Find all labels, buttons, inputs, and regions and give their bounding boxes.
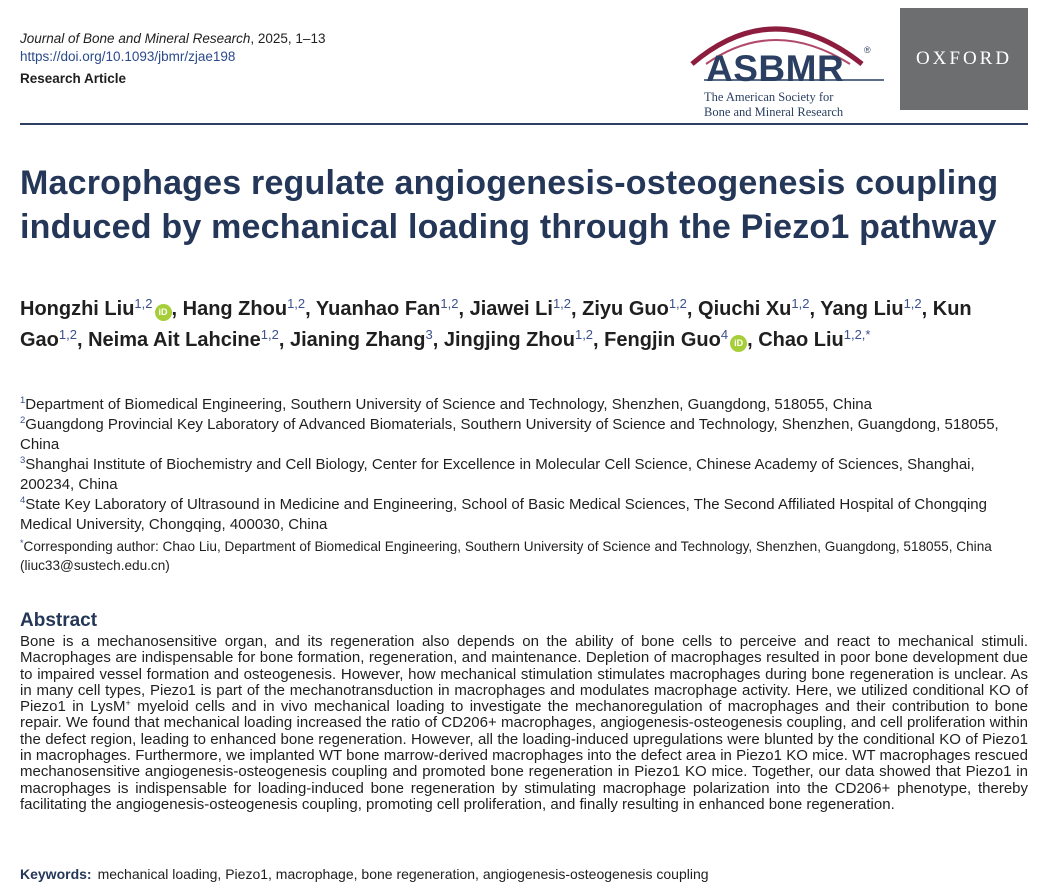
corresponding-author: [20, 537, 1030, 575]
affiliation-text: State Key Laboratory of Ultrasound in Medicine and Engineering, School of Basic Medical Sciences, The Second Affiliated Hospital of Chongqing Medical University, Chongqing, 400030, China: [20, 496, 987, 533]
article-title: Macrophages regulate angiogenesis-osteogenesis coupling induced by mechanical loading through the Piezo1 pathway: [20, 164, 999, 246]
affiliation-number: 3: [20, 455, 26, 466]
affiliation-item: [20, 495, 1030, 535]
affiliation-item: [20, 395, 1030, 415]
abstract-text-part-1: Bone is a mechanosensitive organ, and its regeneration also depends on the ability of bone cells to perceive and react to mechanical stimuli. Macrophages are indispensable for bone formation, regeneration, and maintenance. Depletion of macrophages resulted in poor bone development due to impaired vessel formation and osteogenesis. However, how mechanical stimulation stimulates macrophages during bone regeneration is unclear. As in many cell types, Piezo1 is part of the mechanotransduction in macrophages and modulates macrophage activity. Here, we utilized conditional KO of Piezo1 in LysM: [20, 633, 1028, 716]
oxford-logo[interactable]: [900, 8, 1028, 110]
journal-name: Journal of Bone and Mineral Research: [20, 31, 251, 46]
author-affiliation-marker: 1,2: [260, 327, 279, 342]
author-name: Jiawei Li: [469, 298, 553, 320]
author[interactable]: [758, 329, 870, 351]
asbmr-subtitle: [704, 90, 843, 120]
author-affiliation-marker: 1,2: [903, 296, 922, 311]
author-name: Yang Liu: [820, 298, 904, 320]
author[interactable]: [604, 329, 747, 351]
author-name: Ziyu Guo: [582, 298, 669, 320]
author-name: Hang Zhou: [182, 298, 288, 320]
journal-year-pages: , 2025, 1–13: [250, 31, 326, 46]
affiliations: [20, 395, 1030, 575]
author-name: Kun Gao: [20, 298, 972, 351]
orcid-icon[interactable]: iD: [730, 335, 747, 352]
affiliation-number: 2: [20, 415, 26, 426]
affiliation-list: [20, 395, 1030, 535]
affiliation-text: Guangdong Provincial Key Laboratory of Advanced Biomaterials, Southern University of Science and Technology, Shenzhen, Guangdong, 518055, China: [20, 416, 999, 453]
affiliation-text: Shanghai Institute of Biochemistry and Cell Biology, Center for Excellence in Molecular Cell Science, Chinese Academy of Sciences, Shanghai, 200234, China: [20, 456, 975, 493]
author[interactable]: [316, 298, 459, 320]
doi-link[interactable]: https://doi.org/10.1093/jbmr/zjae198: [20, 49, 236, 64]
affiliation-number: 1: [20, 395, 26, 406]
affiliation-item: [20, 415, 1030, 455]
abstract-heading: Abstract: [20, 610, 98, 631]
author-affiliation-marker: 1,2: [134, 296, 153, 311]
author-affiliation-marker: 1,2,*: [843, 327, 871, 342]
author-affiliation-marker: 1,2: [574, 327, 594, 342]
author-name: Jianing Zhang: [289, 329, 426, 351]
abstract-text: [20, 634, 1028, 813]
journal-citation: [20, 30, 325, 48]
orcid-icon[interactable]: iD: [155, 304, 172, 321]
author-affiliation-marker: 3: [425, 327, 433, 342]
author-name: Fengjin Guo: [604, 329, 721, 351]
article-meta: [20, 30, 325, 88]
author[interactable]: [820, 298, 921, 320]
author-affiliation-marker: 1,2: [552, 296, 572, 311]
author-affiliation-marker: 1,2: [440, 296, 459, 311]
asbmr-wordmark: ASBMR: [706, 48, 845, 89]
keywords-text: mechanical loading, Piezo1, macrophage, bone regeneration, angiogenesis-osteogenesis coupling: [97, 866, 709, 882]
author-name: Qiuchi Xu: [698, 298, 792, 320]
registered-mark: ®: [864, 45, 871, 55]
corresponding-author-text: Corresponding author: Chao Liu, Department of Biomedical Engineering, Southern University of Science and Technology, Shenzhen, Guangdong, 518055, China (liuc33@sustech.edu.cn): [20, 539, 992, 573]
abstract-text-part-2: myeloid cells and in vivo mechanical loading to investigate the mechanoregulation of macrophages and their contribution to bone repair. We found that mechanical loading increased the ratio of CD206+ macrophages, angiogenesis-osteogenesis coupling, and cell proliferation within the defect region, leading to enhanced bone regeneration. However, all the loading-induced upregulations were blunted by the conditional KO of Piezo1 in macrophages. Furthermore, we implanted WT bone marrow-derived macrophages into the defect area in Piezo1 KO mice. WT macrophages rescued mechanosensitive angiogenesis-osteogenesis coupling and promoted bone regeneration in Piezo1 KO mice. Together, our data showed that Piezo1 in macrophages is indispensable for loading-induced bone regeneration by stimulating macrophage polarization into the CD206+ phenotype, thereby facilitating the angiogenesis-osteogenesis coupling, promoting cell proliferation, and finally resulting in enhanced bone regeneration.: [20, 698, 1028, 813]
oxford-wordmark: OXFORD: [915, 48, 1013, 69]
author[interactable]: [582, 298, 687, 320]
author-name: Yuanhao Fan: [315, 298, 441, 320]
keywords: [20, 866, 709, 882]
author-affiliation-marker: 1,2: [791, 296, 810, 311]
corresponding-mark: *: [20, 538, 24, 548]
author-name: Hongzhi Liu: [20, 298, 135, 320]
author-list: Hongzhi Liu$^{1,2}$iD , Hang Zhou$^{1,2}$, Yuanhao Fan$^{1,2}$, Jiawei Li$^{1,2}$, Ziyu Guo$^{1,2}$, Qiuchi Xu$^{1,2}$, Yang Liu$^{1,2}$, Kun Gao$^{1,2}$, Neima Ait Lahcine$^{1,2}$, Jianing Zhang$^3$, Jingjing Zhou$^{1,2}$, Fengjin Guo$^4$iD , Chao Liu$^{1,2,*}$: [20, 296, 972, 351]
affiliation-text: Department of Biomedical Engineering, Southern University of Science and Technology, Shenzhen, Guangdong, 518055, China: [25, 396, 872, 413]
author-name: Jingjing Zhou: [443, 329, 575, 351]
affiliation-number: 4: [20, 495, 26, 506]
author[interactable]: [470, 298, 571, 320]
header-divider: [20, 123, 1028, 125]
author-affiliation-marker: 1,2: [668, 296, 687, 311]
author-affiliation-marker: 1,2: [58, 327, 77, 342]
lysm-superscript: +: [125, 698, 131, 709]
affiliation-item: [20, 455, 1030, 495]
author-name: Chao Liu: [758, 329, 844, 351]
asbmr-subtitle-line-1: The American Society for: [704, 90, 834, 104]
author[interactable]: [183, 298, 306, 320]
asbmr-subtitle-line-2: Bone and Mineral Research: [704, 105, 844, 119]
asbmr-logo[interactable]: [684, 10, 884, 119]
keywords-label: Keywords:: [20, 866, 92, 882]
author[interactable]: [698, 298, 809, 320]
author-affiliation-marker: 4: [720, 327, 729, 342]
author-name: Neima Ait Lahcine: [88, 329, 261, 351]
article-type: Research Article: [20, 71, 127, 86]
author[interactable]: [88, 329, 279, 351]
author[interactable]: [444, 329, 593, 351]
author[interactable]: [20, 298, 172, 320]
author-affiliation-marker: 1,2: [287, 296, 306, 311]
author[interactable]: [290, 329, 433, 351]
